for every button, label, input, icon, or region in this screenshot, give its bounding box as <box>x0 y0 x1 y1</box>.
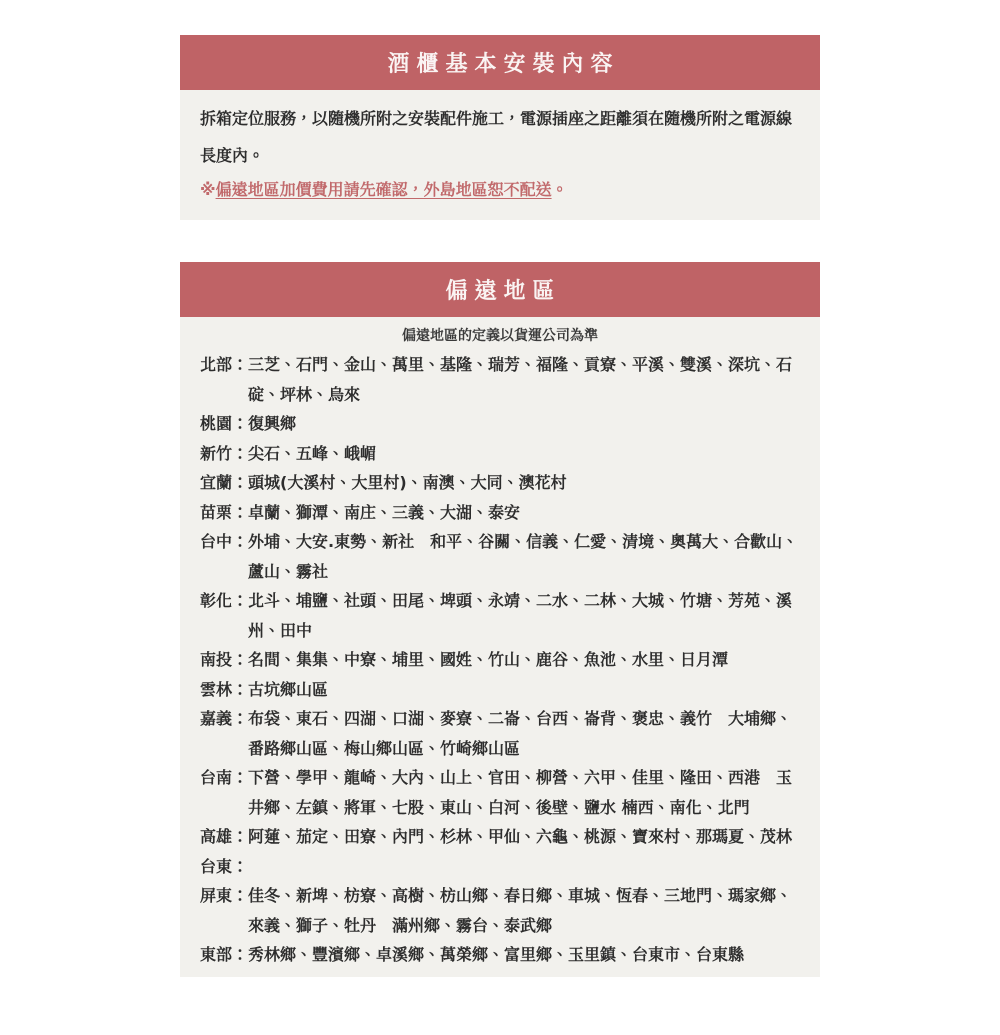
region-label: 台南： <box>200 768 249 787</box>
region-row-tainan <box>200 763 800 822</box>
region-row-taoyuan <box>200 409 800 439</box>
region-row-yilan <box>200 468 800 498</box>
region-areas: 布袋、東石、四湖、口湖、麥寮、二崙、台西、崙背、褒忠、義竹 大埔鄉、番路鄉山區、梅山鄉山區、竹崎鄉山區 <box>248 709 793 758</box>
region-areas: 名間、集集、中寮、埔里、國姓、竹山、鹿谷、魚池、水里、日月潭 <box>248 650 729 669</box>
installation-panel-header <box>180 35 820 90</box>
remote-areas-panel <box>180 262 820 977</box>
region-areas: 古坑鄉山區 <box>248 679 329 699</box>
region-areas: 佳冬、新埤、枋寮、高樹、枋山鄉、春日鄉、車城、恆春、三地門、瑪家鄉、來義、獅子、牡丹 滿州鄉、霧台、泰武鄉 <box>248 886 793 935</box>
region-row-chiayi <box>200 704 800 763</box>
region-label: 北部： <box>200 355 249 374</box>
region-label: 苗栗： <box>200 502 249 522</box>
region-label: 台東： <box>200 856 249 876</box>
region-row-miaoli <box>200 498 800 528</box>
region-label: 彰化： <box>200 591 249 610</box>
region-areas: 尖石、五峰、峨嵋 <box>248 443 377 463</box>
remote-areas-panel-header <box>180 262 820 317</box>
region-areas: 卓蘭、獅潭、南庄、三義、大湖、泰安 <box>248 502 521 522</box>
region-row-kaohsiung <box>200 822 800 852</box>
region-areas: 阿蓮、茄定、田寮、內門、杉林、甲仙、六龜、桃源、寶來村、那瑪夏、茂林 <box>248 827 793 846</box>
region-label: 嘉義： <box>200 709 249 728</box>
region-row-taitung <box>200 852 800 882</box>
region-row-yunlin <box>200 675 800 705</box>
note-underlined-text: 偏遠地區加價費用請先確認，外島地區恕不配送 <box>215 180 552 199</box>
region-label: 桃園： <box>200 414 249 433</box>
installation-description: 拆箱定位服務，以隨機所附之安裝配件施工，電源插座之距離須在隨機所附之電源線長度內。 <box>200 109 793 165</box>
installation-panel <box>180 35 820 220</box>
region-areas: 下營、學甲、龍崎、大內、山上、官田、柳營、六甲、佳里、隆田、西港 玉井鄉、左鎮、將軍、七股、東山、白河、後壁、鹽水 楠西、南化、北門 <box>248 768 793 817</box>
region-row-hsinchu <box>200 439 800 469</box>
installation-panel-body <box>180 90 820 220</box>
region-areas: 三芝、石門、金山、萬里、基隆、瑞芳、福隆、貢寮、平溪、雙溪、深坑、石碇、坪林、烏來 <box>248 355 793 404</box>
note-prefix: ※ <box>200 180 216 199</box>
note-suffix: 。 <box>551 180 568 199</box>
remote-areas-subtitle: 偏遠地區的定義以貨運公司為準 <box>402 328 598 344</box>
region-areas: 復興鄉 <box>248 414 297 433</box>
region-label: 宜蘭： <box>200 473 249 492</box>
region-row-north <box>200 350 800 409</box>
region-label: 高雄： <box>200 827 249 846</box>
region-row-east <box>200 940 800 970</box>
region-label: 東部： <box>200 945 249 964</box>
installation-title: 酒櫃基本安裝內容 <box>387 52 620 77</box>
remote-areas-title: 偏遠地區 <box>445 279 562 304</box>
region-label: 南投： <box>200 650 249 669</box>
region-label: 屏東： <box>200 886 249 905</box>
region-row-changhua <box>200 586 800 645</box>
region-label: 雲林： <box>200 679 249 699</box>
remote-area-note <box>200 178 800 202</box>
region-areas: 頭城(大溪村、大里村)、南澳、大同、澳花村 <box>248 473 567 492</box>
region-row-taichung <box>200 527 800 586</box>
region-areas <box>248 852 800 882</box>
region-label: 台中： <box>200 532 249 551</box>
region-row-nantou <box>200 645 800 675</box>
region-areas: 秀林鄉、豐濱鄉、卓溪鄉、萬榮鄉、富里鄉、玉里鎮、台東市、台東縣 <box>248 945 745 964</box>
region-label: 新竹： <box>200 443 249 463</box>
remote-areas-panel-body <box>180 317 820 977</box>
region-row-pingtung <box>200 881 800 940</box>
region-areas: 外埔、大安.東勢、新社 和平、谷關、信義、仁愛、清境、奧萬大、合歡山、蘆山、霧社 <box>248 532 799 581</box>
region-areas: 北斗、埔鹽、社頭、田尾、埤頭、永靖、二水、二林、大城、竹塘、芳苑、溪州、田中 <box>248 591 793 640</box>
